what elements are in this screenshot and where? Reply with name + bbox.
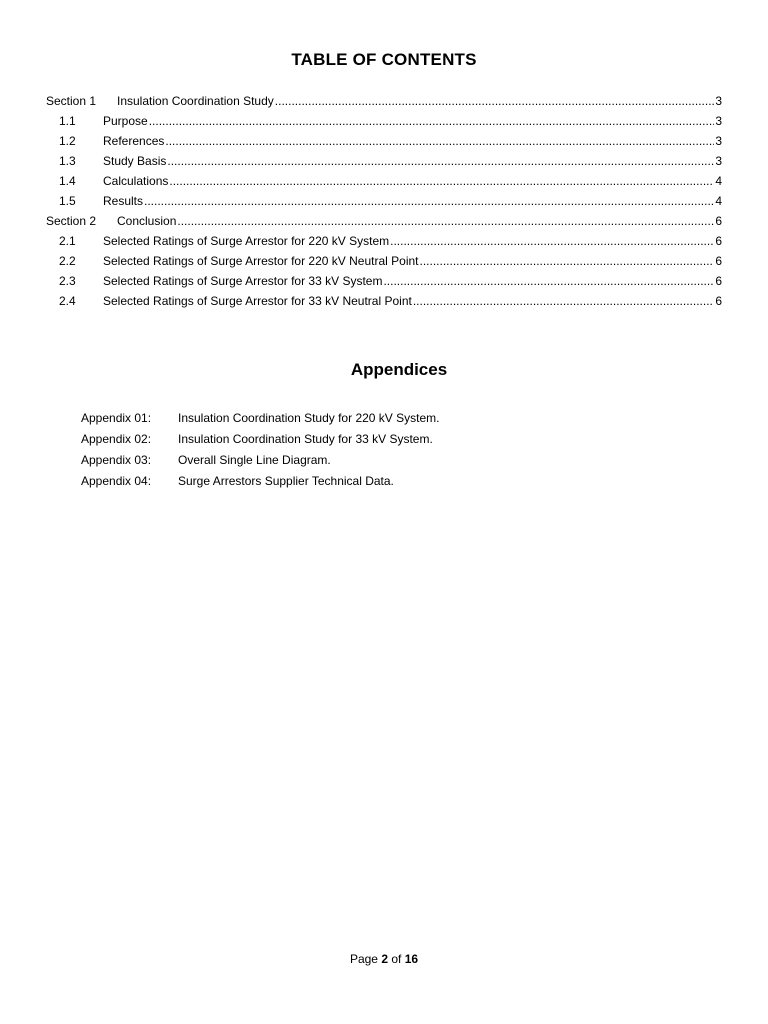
toc-entry[interactable] <box>46 114 722 134</box>
toc-entry-title: Purpose <box>103 114 148 128</box>
toc-leader-dots <box>165 134 714 148</box>
toc-entry-title: Conclusion <box>117 214 177 228</box>
toc-entry-title: Selected Ratings of Surge Arrestor for 33 kV Neutral Point <box>103 294 412 308</box>
page-footer <box>0 952 768 966</box>
toc-entry[interactable] <box>46 294 722 314</box>
toc-entry-number: 1.4 <box>59 174 76 188</box>
appendix-text: Surge Arrestors Supplier Technical Data. <box>178 474 394 488</box>
toc-entry[interactable] <box>46 174 722 194</box>
toc-title: TABLE OF CONTENTS <box>291 50 477 69</box>
toc-entry-title: Results <box>103 194 144 208</box>
toc-entry-number: Section 2 <box>46 214 97 228</box>
toc-entry-title: References <box>103 134 165 148</box>
appendix-item <box>81 453 439 474</box>
toc-entry-page: 3 <box>715 94 722 108</box>
toc-entry[interactable] <box>46 194 722 214</box>
appendix-item <box>81 411 439 432</box>
appendices-list <box>81 411 439 495</box>
appendix-label: Appendix 03: <box>81 453 152 467</box>
toc-entry[interactable] <box>46 134 722 154</box>
toc-entry-number: 2.4 <box>59 294 76 308</box>
toc-entry-number: 2.2 <box>59 254 76 268</box>
appendix-text: Insulation Coordination Study for 220 kV System. <box>178 411 440 425</box>
toc-entry-number: 2.3 <box>59 274 76 288</box>
toc-entry-page: 3 <box>715 154 722 168</box>
toc-leader-dots <box>275 94 715 108</box>
toc-entry-number: 1.3 <box>59 154 76 168</box>
toc-entry-title: Selected Ratings of Surge Arrestor for 220 kV System <box>103 234 390 248</box>
toc-entry[interactable] <box>46 274 722 294</box>
toc-entry-page: 6 <box>715 214 722 228</box>
toc-entry-page: 6 <box>715 294 722 308</box>
toc-entry-number: 1.2 <box>59 134 76 148</box>
appendix-item <box>81 474 439 495</box>
toc-entry-page: 4 <box>715 194 722 208</box>
toc-entry-number: 1.5 <box>59 194 76 208</box>
toc-leader-dots <box>420 254 715 268</box>
appendix-label: Appendix 04: <box>81 474 152 488</box>
toc-leader-dots <box>144 194 714 208</box>
toc-entry-title: Insulation Coordination Study <box>117 94 274 108</box>
toc-leader-dots <box>167 154 714 168</box>
toc-entry-page: 6 <box>715 234 722 248</box>
page-total: 16 <box>404 952 419 966</box>
appendix-item <box>81 432 439 453</box>
toc-entry-page: 6 <box>715 254 722 268</box>
page-current: 2 <box>381 952 388 966</box>
of-word: of <box>391 952 402 966</box>
appendix-label: Appendix 01: <box>81 411 152 425</box>
toc-leader-dots <box>169 174 714 188</box>
toc-leader-dots <box>149 114 715 128</box>
toc-entry-number: 2.1 <box>59 234 76 248</box>
toc-leader-dots <box>383 274 714 288</box>
toc-entry[interactable] <box>46 254 722 274</box>
toc-entry[interactable] <box>46 94 722 114</box>
toc-entry-title: Calculations <box>103 174 169 188</box>
toc-leader-dots <box>413 294 714 308</box>
toc-entry-page: 3 <box>715 114 722 128</box>
toc-entry[interactable] <box>46 234 722 254</box>
toc-entry-title: Study Basis <box>103 154 167 168</box>
toc-entry[interactable] <box>46 154 722 174</box>
toc-list <box>46 94 722 314</box>
toc-entry-page: 4 <box>715 174 722 188</box>
toc-entry-page: 6 <box>715 274 722 288</box>
toc-leader-dots <box>177 214 714 228</box>
toc-leader-dots <box>390 234 714 248</box>
appendices-title: Appendices <box>350 360 448 379</box>
toc-entry-number: 1.1 <box>59 114 76 128</box>
toc-entry[interactable] <box>46 214 722 234</box>
appendix-text: Insulation Coordination Study for 33 kV System. <box>178 432 433 446</box>
toc-entry-title: Selected Ratings of Surge Arrestor for 220 kV Neutral Point <box>103 254 419 268</box>
page-word: Page <box>349 952 378 966</box>
toc-entry-title: Selected Ratings of Surge Arrestor for 33 kV System <box>103 274 383 288</box>
appendix-label: Appendix 02: <box>81 432 152 446</box>
appendix-text: Overall Single Line Diagram. <box>178 453 331 467</box>
toc-entry-page: 3 <box>715 134 722 148</box>
toc-entry-number: Section 1 <box>46 94 97 108</box>
